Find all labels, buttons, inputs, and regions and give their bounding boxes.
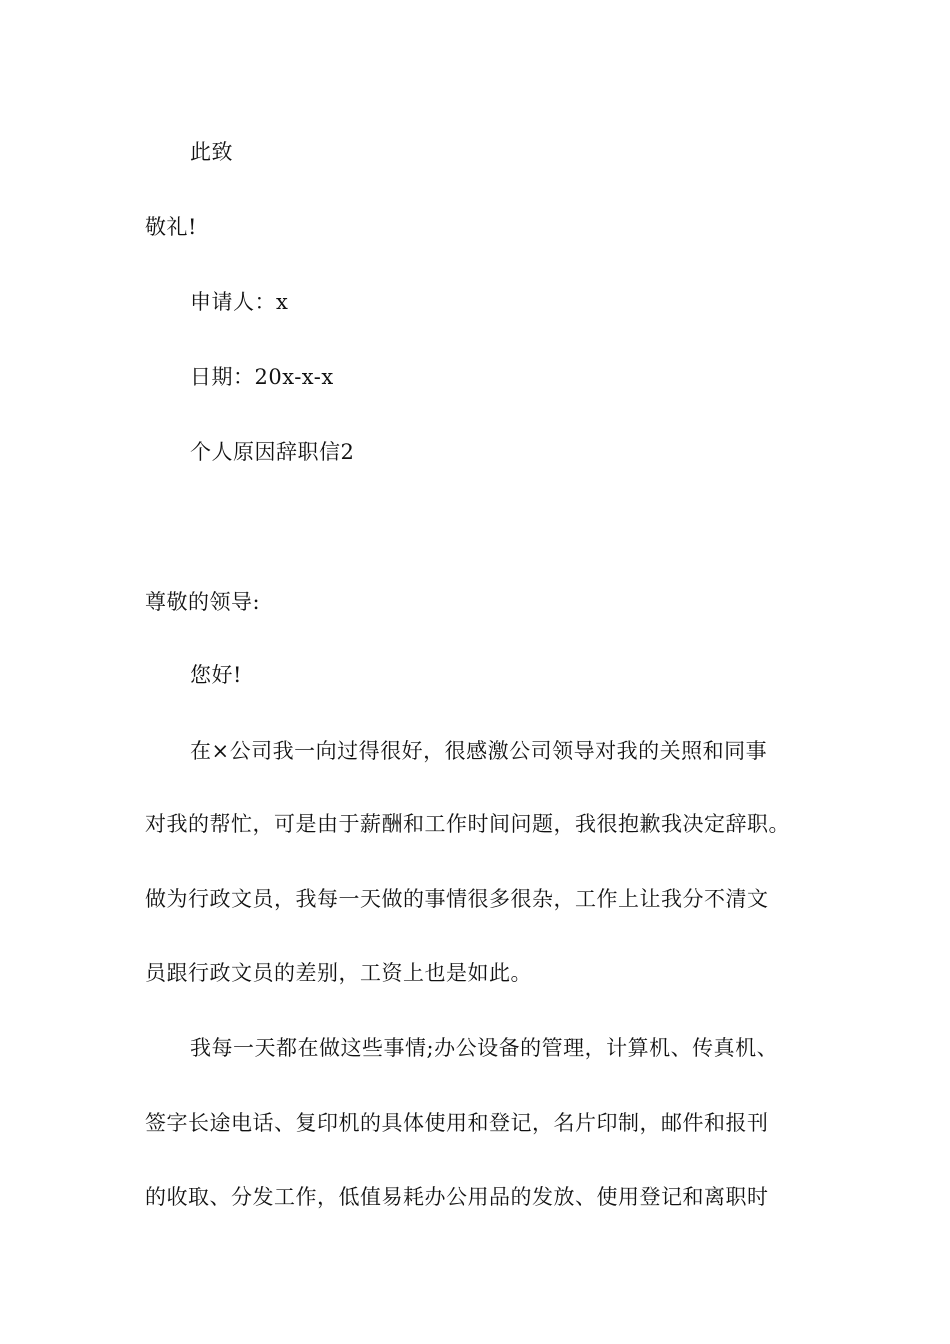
paragraph2-line: 我每一天都在做这些事情;办公设备的管理，计算机、传真机、 [190, 1036, 779, 1060]
paragraph1-line: 做为行政文员，我每一天做的事情很多很杂，工作上让我分不清文 [145, 887, 769, 911]
closing-regards: 敬礼! [145, 215, 197, 239]
paragraph2-line: 的收取、分发工作，低值易耗办公用品的发放、使用登记和离职时 [145, 1185, 769, 1209]
letter-greeting: 您好! [190, 663, 242, 687]
paragraph1-line: 对我的帮忙，可是由于薪酬和工作时间问题，我很抱歉我决定辞职。 [145, 812, 790, 836]
closing-salutation: 此致 [190, 140, 233, 164]
applicant-line: 申请人：x [190, 290, 289, 314]
paragraph1-line: 在×公司我一向过得很好，很感激公司领导对我的关照和同事 [190, 739, 768, 763]
paragraph1-line: 员跟行政文员的差别，工资上也是如此。 [145, 961, 532, 985]
letter-recipient: 尊敬的领导: [145, 590, 261, 614]
date-line: 日期：20x-x-x [190, 365, 334, 389]
paragraph2-line: 签字长途电话、复印机的具体使用和登记，名片印制，邮件和报刊 [145, 1111, 769, 1135]
letter-title: 个人原因辞职信2 [190, 440, 355, 464]
